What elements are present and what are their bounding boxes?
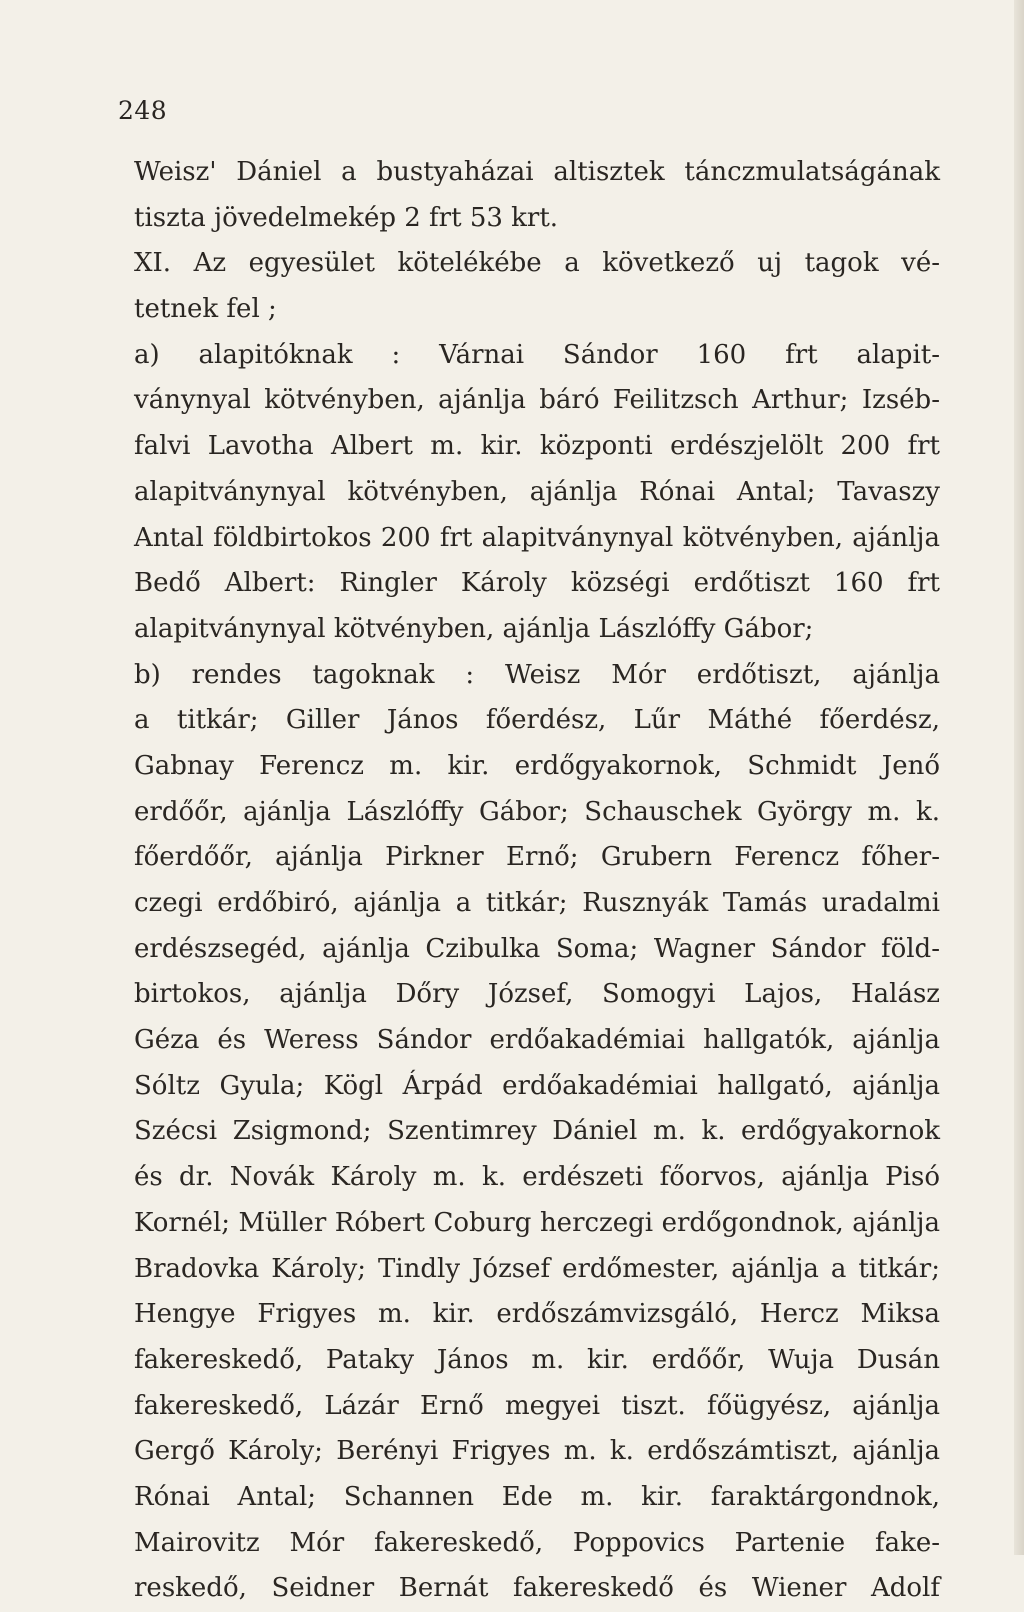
text-line: alapitványnyal kötvényben, ajánlja Lászlóffy Gábor;	[134, 613, 814, 644]
page-number: 248	[118, 96, 168, 125]
text-line: falvi Lavotha Albert m. kir. központi erdészjelölt 200 frt	[134, 431, 940, 462]
text-line: reskedő, Seidner Bernát fakereskedő és Wiener Adolf	[134, 1573, 940, 1604]
text-line: Weisz' Dániel a bustyaházai altisztek tánczmulatságának	[134, 157, 940, 187]
text-line: Hengye Frigyes m. kir. erdőszámvizsgáló, Hercz Miksa	[134, 1299, 940, 1330]
body-text	[134, 150, 940, 1612]
text-line: Géza és Weress Sándor erdőakadémiai hallgatók, ajánlja	[134, 1025, 940, 1056]
text-line: erdőőr, ajánlja Lászlóffy Gábor; Schauschek György m. k.	[134, 796, 940, 827]
text-line: Antal földbirtokos 200 frt alapitványnyal kötvényben, ajánlja	[134, 522, 940, 553]
page-edge	[1014, 0, 1024, 1555]
text-line: b) rendes tagoknak : Weisz Mór erdőtiszt, ajánlja	[134, 659, 940, 690]
text-line: Bradovka Károly; Tindly József erdőmester, ajánlja a titkár;	[134, 1253, 940, 1284]
text-line: alapitványnyal kötvényben, ajánlja Rónai Antal; Tavaszy	[134, 476, 940, 507]
text-line: Mairovitz Mór fakereskedő, Poppovics Partenie fake-	[134, 1527, 940, 1558]
text-line: ványnyal kötvényben, ajánlja báró Feilitzsch Arthur; Izséb-	[134, 385, 940, 416]
text-line: és dr. Novák Károly m. k. erdészeti főorvos, ajánlja Pisó	[134, 1162, 940, 1193]
text-line: a titkár; Giller János főerdész, Lűr Máthé főerdész,	[134, 705, 940, 736]
text-line: főerdőőr, ajánlja Pirkner Ernő; Grubern Ferencz főher-	[134, 842, 940, 873]
text-line: Bedő Albert: Ringler Károly községi erdőtiszt 160 frt	[134, 568, 940, 599]
text-line: Sóltz Gyula; Kögl Árpád erdőakadémiai hallgató, ajánlja	[134, 1070, 940, 1101]
text-line: Gabnay Ferencz m. kir. erdőgyakornok, Schmidt Jenő	[134, 750, 940, 781]
text-line: Rónai Antal; Schannen Ede m. kir. faraktárgondnok,	[134, 1481, 940, 1512]
text-line: erdészsegéd, ajánlja Czibulka Soma; Wagner Sándor föld-	[134, 933, 940, 964]
text-line: birtokos, ajánlja Dőry József, Somogyi Lajos, Halász	[134, 979, 940, 1010]
text-line: Gergő Károly; Berényi Frigyes m. k. erdőszámtiszt, ajánlja	[134, 1436, 940, 1467]
text-line: XI. Az egyesület kötelékébe a következő uj tagok vé-	[134, 248, 940, 279]
text-line: czegi erdőbiró, ajánlja a titkár; Rusznyák Tamás uradalmi	[134, 888, 940, 918]
text-line: Szécsi Zsigmond; Szentimrey Dániel m. k. erdőgyakornok	[134, 1116, 940, 1147]
text-line: tetnek fel ;	[134, 294, 277, 325]
text-line: a) alapitóknak : Várnai Sándor 160 frt alapit-	[134, 339, 940, 370]
text-line: Kornél; Müller Róbert Coburg herczegi erdőgondnok, ajánlja	[134, 1207, 940, 1238]
text-line: fakereskedő, Pataky János m. kir. erdőőr, Wuja Dusán	[134, 1344, 940, 1375]
text-line: tiszta jövedelmekép 2 frt 53 krt.	[134, 202, 559, 233]
text-line: fakereskedő, Lázár Ernő megyei tiszt. főügyész, ajánlja	[134, 1390, 940, 1421]
